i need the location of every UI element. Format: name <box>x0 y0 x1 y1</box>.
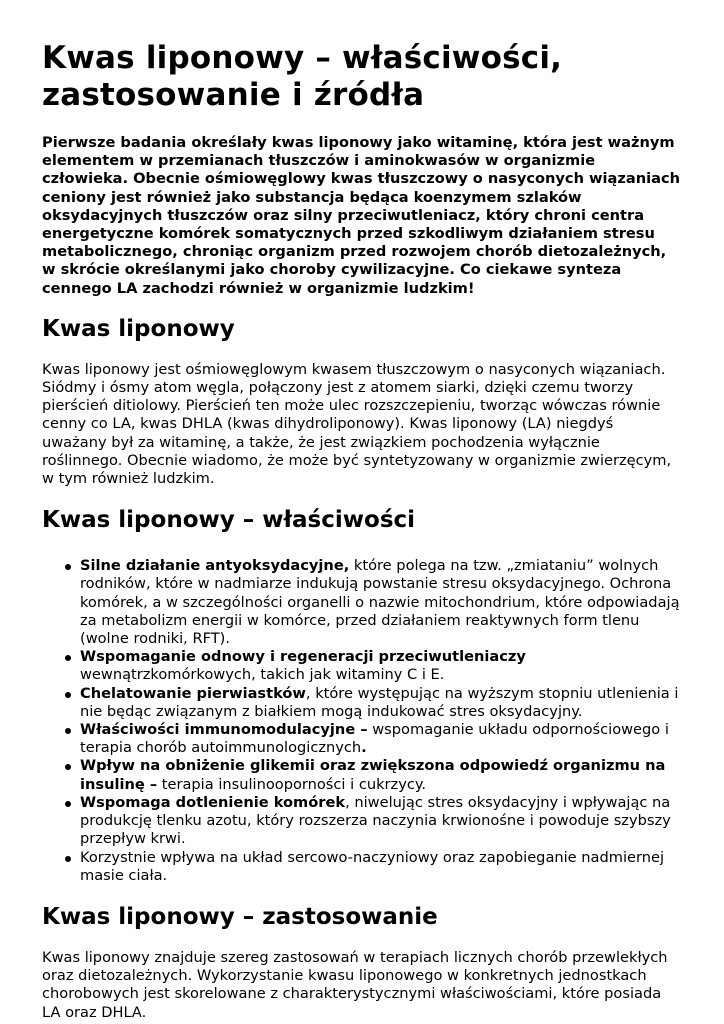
list-item-bold: Chelatowanie pierwiastków <box>80 684 306 702</box>
list-item <box>80 794 682 849</box>
section-text-kwas-liponowy: Kwas liponowy jest ośmiowęglowym kwasem tłuszczowym o nasyconych wiązaniach. Siódmy i ósmy atom węgla, połączony jest z atomem siarki, dzięki czemu tworzy pierścień ditiolowy. Pierścień ten może ulec rozszczepieniu, tworząc wówczas równie cenny co LA, kwas DHLA (kwas dihydroliponowy). Kwas liponowy (LA) niegdyś uważany był za witaminę, a także, że jest związkiem pochodzenia wyłącznie roślinnego. Obecnie wiadomo, że może być syntetyzowany w organizmie zwierzęcym, w tym również ludzkim. <box>42 360 672 488</box>
list-item <box>80 557 682 648</box>
section-heading-zastosowanie: Kwas liponowy – zastosowanie <box>42 903 438 930</box>
list-item-text: , niwelując stres oksydacyjny i wpływając na produkcję tlenku azotu, który rozszerza naczynia krwionośne i powoduje szybszy przepływ krwi. <box>80 793 671 848</box>
intro-paragraph: Pierwsze badania określały kwas liponowy jako witaminę, która jest ważnym elementem w przemianach tłuszczów i aminokwasów w organizmie człowieka. Obecnie ośmiowęglowy kwas tłuszczowy o nasyconych wiązaniach ceniony jest również jako substancja będąca koenzymem szlaków oksydacyjnych tłuszczów oraz silny przeciwutleniacz, który chroni centra energetyczne komórek somatycznych przed szkodliwym działaniem stresu metabolicznego, chroniąc organizm przed rozwojem chorób dietozależnych, w skrócie określanymi jako choroby cywilizacyjne. Co ciekawe synteza cennego LA zachodzi również w organizmie ludzkim! <box>42 134 681 297</box>
list-item-text: wspomaganie układu odpornościowego i terapia chorób autoimmunologicznych <box>80 721 669 757</box>
list-item-bold: Wpływ na obniżenie glikemii oraz zwiększona odpowiedź organizmu na insulinę – <box>80 757 666 793</box>
list-item <box>80 849 682 885</box>
list-item-tail: . <box>361 739 367 757</box>
list-item <box>80 757 682 793</box>
list-item-text: Korzystnie wpływa na układ sercowo-naczyniowy oraz zapobieganie nadmiernej masie ciała. <box>80 848 665 884</box>
list-item-bold: Wspomaga dotlenienie komórek <box>80 793 346 811</box>
list-item-bold: Właściwości immunomodulacyjne – <box>80 721 368 739</box>
list-item-text: wewnątrzkomórkowych, takich jak witaminy C i E. <box>80 666 445 684</box>
list-item-text: terapia insulinooporności i cukrzycy. <box>157 775 427 793</box>
properties-list <box>42 557 682 885</box>
list-item <box>80 685 682 721</box>
section-heading-wlasciwosci: Kwas liponowy – właściwości <box>42 507 416 534</box>
list-item-text: , które występując na wyższym stopniu utlenienia i nie będąc związanym z białkiem mogą indukować stres oksydacyjny. <box>80 684 679 720</box>
section-text-zastosowanie: Kwas liponowy znajduje szereg zastosowań w terapiach licznych chorób przewlekłych oraz dietozależnych. Wykorzystanie kwasu liponowego w konkretnych jednostkach chorobowych jest skorelowane z charakterystycznymi właściwościami, które posiada LA oraz DHLA. <box>42 948 668 1021</box>
list-item-text: które polega na tzw. „zmiataniu” wolnych rodników, które w nadmiarze indukują powstanie stresu oksydacyjnego. Ochrona komórek, a w szczególności organelli o nazwie mitochondrium, które odpowiadają za metabolizm energii w komórce, przed działaniem reaktywnych form tlenu (wolne rodniki, RFT). <box>80 557 680 648</box>
section-heading-kwas-liponowy: Kwas liponowy <box>42 315 235 342</box>
list-item <box>80 721 682 757</box>
list-item-bold: Wspomaganie odnowy i regeneracji przeciwutleniaczy <box>80 648 526 666</box>
page-title: Kwas liponowy – właściwości, zastosowanie i źródła <box>42 40 563 113</box>
list-item <box>80 648 682 684</box>
list-item-bold: Silne działanie antyoksydacyjne, <box>80 557 350 575</box>
